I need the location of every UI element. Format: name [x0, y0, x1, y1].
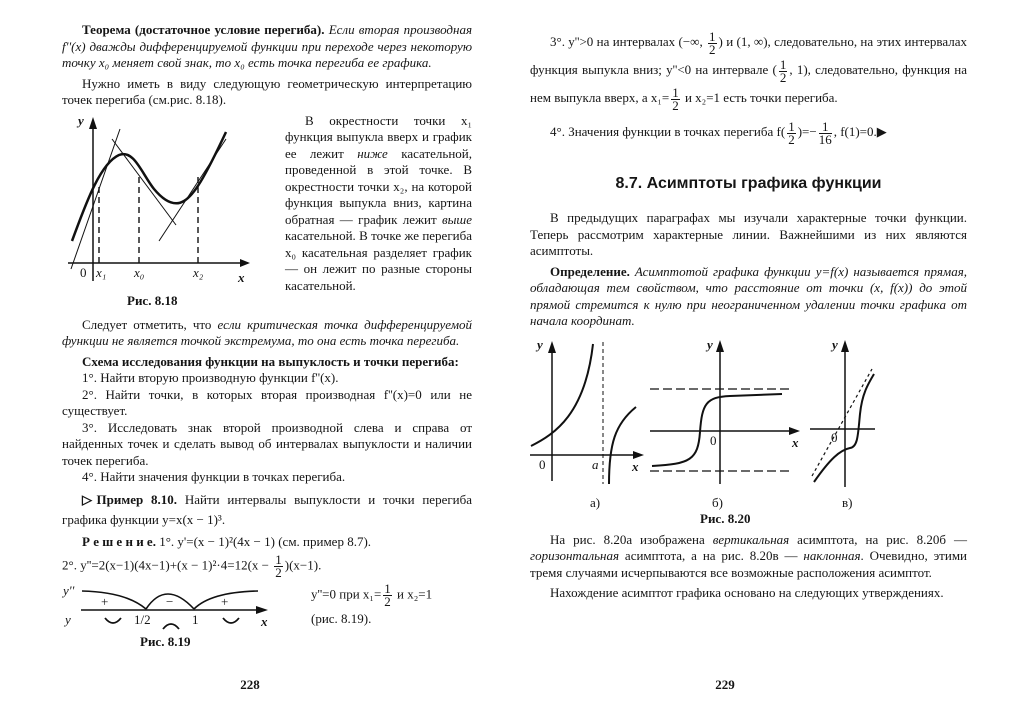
oblique-asymptote [812, 369, 872, 476]
function-curve [72, 132, 226, 241]
fraction [671, 84, 680, 113]
origin-label: 0 [710, 432, 717, 448]
tangent-x2 [159, 139, 226, 241]
text-part: 4°. Значения функции в точках перегиба f( [550, 124, 786, 139]
x-label: x [261, 614, 268, 629]
tick-a-label: a [592, 456, 599, 472]
definition-label: Определение. [550, 263, 630, 279]
figure-caption: Рис. 8.19 [140, 634, 191, 649]
panel-label: в) [842, 494, 853, 510]
side-text-part: касательной. В точке же перегиба x₀ касательная разделяет график — он лежит по разные стороны касательной. [285, 228, 472, 293]
tangent-x0 [112, 139, 176, 225]
x-arrow [256, 606, 268, 614]
formula-part: )(x−1). [284, 557, 322, 573]
theorem-body: Если вторая производная f''(x) дважды дифференцируемой функции при переходе через некоторую точку x₀ меняет свой знак, то x₀ есть точка перегиба ее графика. [62, 22, 473, 70]
curve-left [531, 344, 593, 446]
side-text-emphasis: ниже [357, 145, 388, 161]
denominator: 16 [818, 131, 832, 147]
section-intro: В предыдущих параграфах мы изучали характерные точки функции. Теперь рассмотрим характерные линии. Важнейшими из них являются асимптоты. [530, 210, 967, 258]
scheme-step: 3°. Исследовать знак второй производной слева и справа от найденных точек и сделать вывод об интервалах выпуклости и наличии точек перегиба. [62, 419, 472, 468]
text-part: асимптота, а на рис. 8.20в — [619, 548, 804, 563]
step4-paragraph [530, 118, 967, 146]
solution-step1 [62, 534, 472, 551]
y-arrow [89, 117, 97, 129]
text-part: и x₂=1 есть точки перегиба. [681, 90, 838, 105]
note-part: (рис. 8.19). [311, 611, 372, 626]
fraction [818, 118, 832, 147]
scheme-step: 1°. Найти вторую производную функции f''(x). [82, 370, 339, 385]
fraction [787, 118, 796, 147]
side-text-part: касательной, проведенной в этой точке. В окрестности точки x₂, на которой функция выпукла вниз, картина обратная — график лежит [285, 145, 472, 227]
numerator: 1 [275, 552, 282, 567]
y-label: y [65, 612, 71, 627]
note-part: и x₂=1 [393, 586, 433, 602]
note-paragraph [62, 317, 472, 350]
y2-label: y'' [63, 583, 75, 598]
scheme-step: 4°. Найти значения функции в точках перегиба. [82, 469, 346, 484]
note-part: y''=0 при x₁= [311, 586, 382, 602]
panel-a-vertical-asymptote [530, 337, 644, 510]
numerator: 1 [384, 581, 391, 596]
example-text: Найти интервалы выпуклости и точки перегиба графика функции y=x(x − 1)³. [62, 491, 473, 527]
x2-label: x₂ [193, 264, 204, 280]
sign-plus: + [101, 594, 109, 609]
right-page [530, 22, 967, 602]
y-label: y [78, 112, 84, 128]
text-part: , f(1)=0. [833, 124, 877, 139]
y-arrow [841, 340, 849, 352]
y-label: y [707, 336, 713, 352]
convex-down-icon [105, 618, 121, 623]
text-part: . Очевидно, этими тремя случаями исчерпываются все возможные расположения асимптот. [530, 548, 967, 580]
sigmoid-curve [652, 394, 782, 466]
solution-formula: 1°. y'=(x − 1)²(4x − 1) (см. пример 8.7). [155, 533, 372, 549]
numerator: 1 [672, 84, 679, 100]
example-label: ▷Пример 8.10. [82, 491, 178, 507]
side-text-emphasis: выше [441, 211, 472, 227]
scheme-steps [62, 370, 472, 486]
scheme-title: Схема исследования функции на выпуклость и точки перегиба: [82, 353, 459, 369]
note-emphasis: если критическая точка дифференцируемой функции не является точкой экстремума, то она есть точка перегиба. [62, 316, 472, 348]
tangent-x1 [71, 129, 120, 269]
numerator: 1 [788, 118, 795, 134]
definition-text: Асимптотой графика функции y=f(x) называется прямая, обладающая тем свойством, что расстояние от точки (x, f(x)) до этой прямой стремится к нулю при неограниченном удалении точки графика от начала координат. [530, 263, 967, 328]
panel-c-oblique-asymptote [810, 337, 875, 510]
numerator: 1 [819, 121, 832, 134]
page-number: 229 [715, 677, 735, 692]
denominator: 2 [672, 97, 679, 113]
x1-label: x₁ [96, 264, 107, 280]
denominator: 2 [788, 131, 795, 147]
denominator: 2 [709, 41, 716, 57]
fraction [708, 28, 717, 57]
x-label: x [792, 434, 799, 450]
figure-8-19-row [62, 583, 472, 651]
theorem-title: Теорема (достаточное условие перегиба). [82, 22, 325, 37]
origin-label: 0 [80, 264, 87, 280]
x-arrow [633, 451, 644, 459]
formula-part: (x − [247, 557, 273, 573]
x-label: x [238, 269, 245, 285]
y-arrow [548, 341, 556, 353]
figure-8-18 [62, 113, 277, 313]
sign-minus: − [166, 594, 174, 609]
x-arrow [789, 427, 800, 435]
side-text-part: В окрестности точки x₁ функция выпукла вверх и график ее лежит [285, 112, 472, 161]
closing-paragraph: Нахождение асимптот графика основано на следующих утверждениях. [550, 585, 944, 600]
figure-8-20 [526, 336, 881, 528]
convex-up-icon [163, 624, 179, 629]
y-label: y [832, 336, 838, 352]
example [62, 490, 472, 530]
origin-label: 0 [539, 456, 546, 472]
figure-8-18-row [62, 113, 472, 313]
intro-paragraph: Нужно иметь в виду следующую геометрическую интерпретацию точек перегиба (см.рис. 8.18). [62, 75, 472, 107]
denominator: 2 [384, 594, 391, 609]
numerator: 1 [779, 56, 787, 72]
y-label: y [537, 336, 543, 352]
text-part: ) и (1, ∞), следовательно, на этих интервалах функция выпукла вниз; y''<0 на интервале ( [530, 34, 968, 77]
text-part: )=− [797, 124, 817, 139]
section-title: 8.7. Асимптоты графика функции [615, 175, 882, 192]
tick-half: 1/2 [134, 612, 151, 627]
curve [814, 374, 874, 482]
theorem [62, 22, 472, 72]
figure-caption: Рис. 8.18 [127, 292, 178, 308]
page-number: 228 [240, 677, 260, 692]
solution-label: Р е ш е н и е. [82, 533, 156, 549]
left-page [62, 22, 472, 651]
origin-label: 0 [831, 429, 838, 445]
x-label: x [632, 458, 639, 474]
note-text: Следует отметить, что [82, 316, 218, 332]
emphasis: горизонтальная [530, 548, 620, 563]
text-part: На рис. 8.20а изображена [550, 531, 713, 547]
solution-step2 [62, 554, 472, 579]
x-arrow [240, 259, 250, 267]
tick-one: 1 [192, 612, 199, 627]
figure-side-text [285, 113, 472, 295]
formula-part: 2°. y''=2(x−1)(4x−1)+(x − 1)²·4=12 [62, 557, 248, 573]
numerator: 1 [709, 28, 716, 44]
explanation-paragraph [530, 532, 967, 582]
definition [530, 264, 967, 330]
x0-label: x₀ [134, 264, 145, 280]
step3-paragraph [530, 28, 967, 112]
fraction [779, 56, 788, 85]
panel-b-horizontal-asymptote [650, 337, 800, 510]
figure-8-19 [62, 583, 277, 651]
emphasis: вертикальная [712, 531, 790, 547]
text-part: асимптота, на рис. 8.20б — [789, 531, 967, 547]
text-part: 3°. y''>0 на интервалах (−∞, [550, 34, 707, 49]
y-arrow [716, 340, 724, 352]
scheme-step: 2°. Найти точки, в которых вторая производная f''(x)=0 или не существует. [62, 386, 472, 418]
emphasis: наклонная [803, 548, 861, 563]
figure-caption: Рис. 8.20 [700, 510, 751, 526]
panel-label: б) [712, 494, 723, 510]
panel-label: а) [590, 494, 601, 510]
denominator: 2 [275, 565, 282, 580]
convex-down-icon [223, 618, 239, 623]
zeros-note [311, 583, 472, 630]
sign-plus: + [221, 594, 229, 609]
text-part: , 1), следовательно, функция на нем выпукла вверх, а x₁= [530, 62, 967, 105]
denominator: 2 [779, 69, 787, 85]
fraction [383, 583, 392, 608]
end-of-example-icon: ▶ [876, 124, 887, 139]
fraction [274, 554, 283, 579]
